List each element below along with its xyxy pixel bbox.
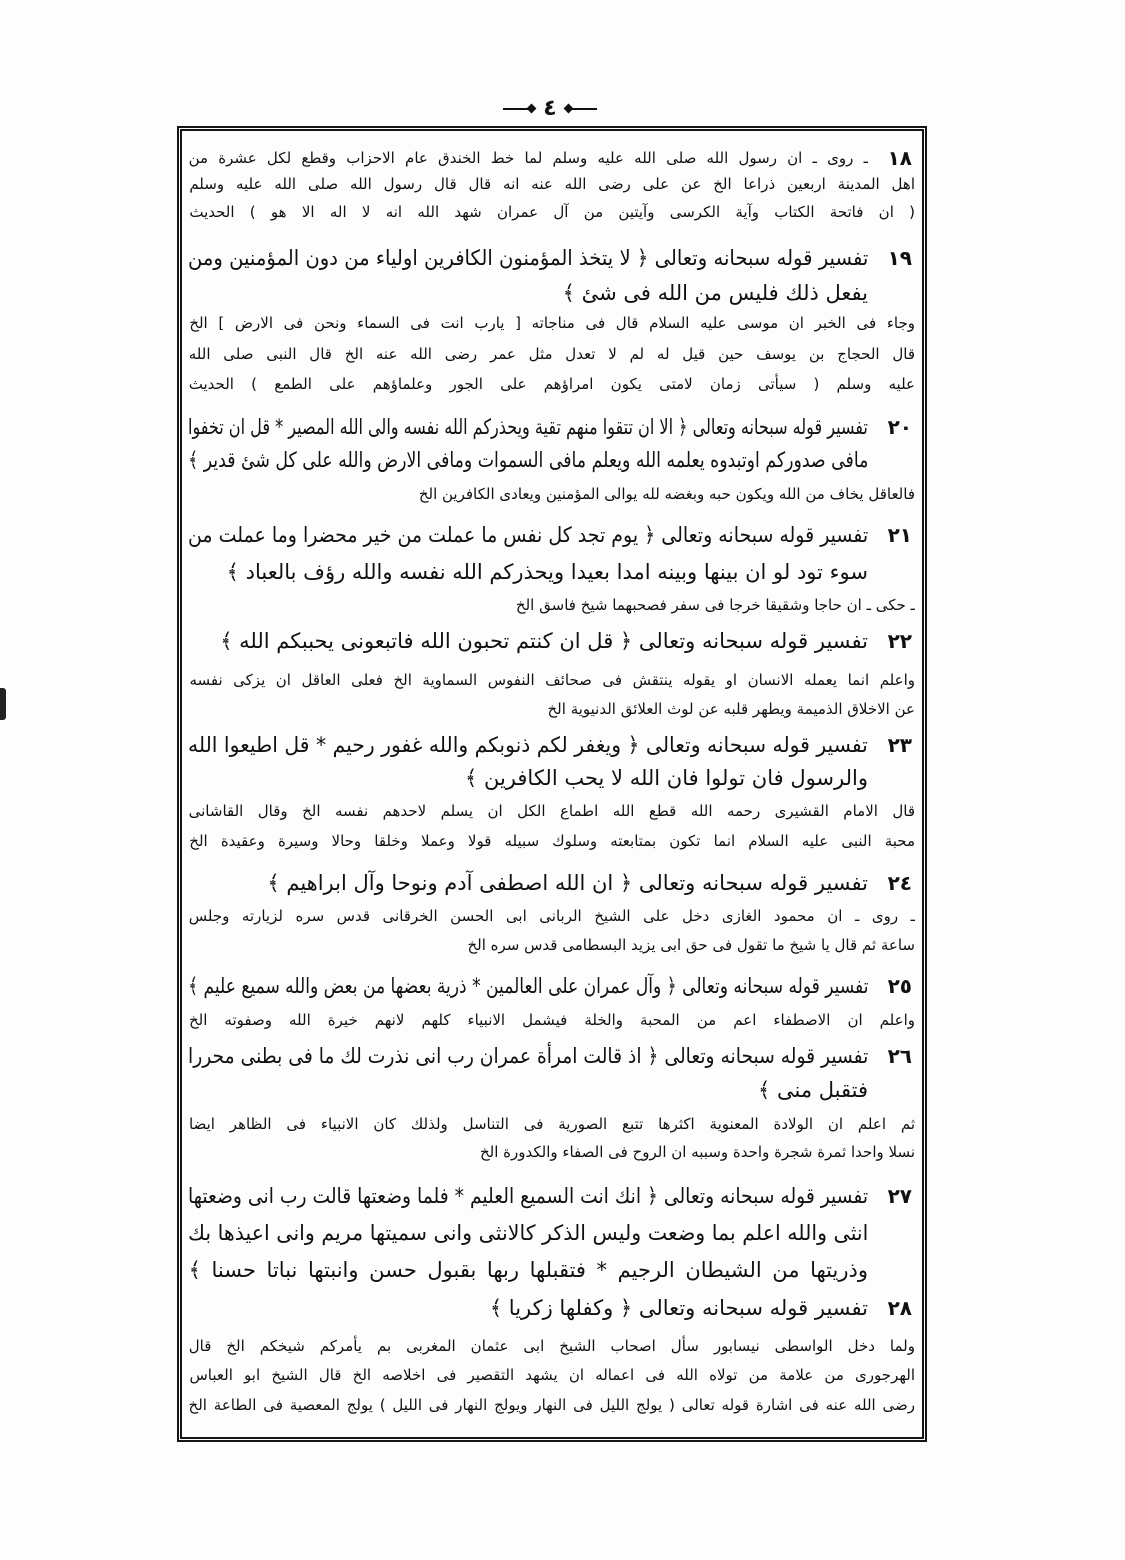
note-line: [188, 145, 868, 171]
verse-line: [188, 410, 868, 444]
entry-number: ٢٨: [887, 1296, 912, 1320]
entry-number: ٢٣: [887, 733, 912, 757]
verse-text: تفسير قوله سبحانه وتعالى ﴿ ويغفر لكم ذنوبكم والله غفور رحيم * قل اطيعوا الله: [188, 733, 868, 757]
verse-line: [188, 443, 868, 477]
note-line: [188, 592, 915, 618]
note-text: عن الاخلاق الذميمة ويطهر قلبه عن لوث العلائق الدنيوية الخ: [547, 700, 915, 718]
note-text: ساعة ثم قال يا شيخ ما تقول فى حق ابى يزيد البسطامى قدس سره الخ: [467, 936, 915, 954]
note-line: [188, 1333, 915, 1359]
ornament-left: [503, 103, 537, 115]
note-line: [188, 341, 915, 367]
note-line: [188, 828, 915, 854]
note-text: محبة النبى عليه السلام انما تكون بمتابعته وسلوك سبيله قولا وعملا وخلقا وحالا وسيرة وعقيدة الخ: [189, 832, 915, 850]
verse-line: [188, 969, 868, 1003]
note-line: [188, 696, 915, 722]
note-line: [188, 1139, 915, 1165]
entry-number: ٢٢: [887, 629, 912, 653]
note-text: نسلا واحدا ثمرة شجرة واحدة وسببه ان الروح فى الصفاء والكدورة الخ: [479, 1143, 915, 1161]
note-text: وجاء فى الخبر ان موسى عليه السلام قال فى مناجاته [ يارب انت فى السماء ونحن فى الارض ] الخ: [189, 314, 915, 332]
note-text: ( ان فاتحة الكتاب وآية الكرسى وآيتين من آل عمران شهد الله انه لا اله الا هو ) الحديث: [189, 203, 915, 221]
note-text: اهل المدينة اربعين ذراعا الخ عن على رضى الله عنه انه قال قال رسول الله صلى الله عليه وسلم: [189, 175, 915, 193]
verse-text: سوء تود لو ان بينها وبينه امدا بعيدا ويحذركم الله نفسه والله رؤف بالعباد ﴾: [226, 560, 868, 584]
note-line: [188, 903, 915, 929]
note-line: [188, 171, 915, 197]
entry-number: ٢٧: [887, 1184, 912, 1208]
verse-text: تفسير قوله سبحانه وتعالى ﴿ ان الله اصطفى آدم ونوحا وآل ابراهيم ﴾: [267, 871, 868, 895]
note-text: ـ حكى ـ ان حاجا وشقيقا خرجا فى سفر فصحبهما شيخ فاسق الخ: [515, 596, 915, 614]
note-line: [188, 1392, 915, 1418]
note-text: فالعاقل يخاف من الله ويكون حبه وبغضه لله يوالى المؤمنين ويعادى الكافرين الخ: [418, 485, 915, 503]
note-line: [188, 199, 915, 225]
note-line: [188, 481, 915, 507]
entry-number: ٢٦: [887, 1044, 912, 1068]
note-line: [188, 310, 915, 336]
note-text: عليه وسلم ( سيأتى زمان لامتى يكون امراؤهم على الجور وعلماؤهم على الطمع ) الحديث: [188, 375, 915, 393]
verse-text: يفعل ذلك فليس من الله فى شئ ﴾: [562, 281, 868, 305]
verse-text: فتقبل منى ﴾: [758, 1078, 868, 1102]
note-text: رضى الله عنه فى اشارة قوله تعالى ( يولج الليل فى النهار ويولج النهار فى الليل ) يولج المعصية فى الطاعة الخ: [188, 1396, 915, 1414]
scan-mark: [0, 688, 6, 720]
verse-text: تفسير قوله سبحانه وتعالى ﴿ وآل عمران على العالمين * ذرية بعضها من بعض والله سميع عليم ﴾: [188, 974, 868, 998]
verse-line: [188, 1216, 868, 1250]
note-line: [188, 667, 915, 693]
verse-line: [188, 518, 868, 552]
entry-number: ٢١: [887, 523, 912, 547]
verse-line: [188, 624, 868, 658]
entry-number: ١٩: [887, 246, 912, 270]
note-text: ثم اعلم ان الولادة المعنوية اكثرها تتبع الصورية فى التناسل ولذلك كان الانبياء فى الظاهر ايضا: [189, 1115, 915, 1133]
verse-line: [188, 1039, 868, 1073]
note-text: الهرجورى من علامة من تولاه الله فى اعماله ان يشهد التقصير فى اخلاصه الخ قال الشيخ ابو العباس: [189, 1366, 915, 1384]
note-text: قال الحجاج بن يوسف حين قيل له لم لا تعدل مثل عمر رضى الله عنه الخ قال النبى صلى الله: [188, 345, 915, 363]
note-line: [188, 1362, 915, 1388]
note-text: ـ روى ـ ان محمود الغازى دخل على الشيخ الربانى ابى الحسن الخرقانى قدس سره لزيارته وجلس: [188, 907, 915, 925]
verse-text: تفسير قوله سبحانه وتعالى ﴿ الا ان تتقوا منهم تقية ويحذركم الله نفسه والى الله المصير * قل ان تخفوا: [188, 415, 868, 439]
verse-text: والرسول فان تولوا فان الله لا يحب الكافرين ﴾: [465, 766, 868, 790]
note-line: [188, 1007, 915, 1033]
verse-text: مافى صدوركم اوتبدوه يعلمه الله ويعلم مافى السموات ومافى الارض والله على كل شئ قدير ﴾: [188, 448, 868, 472]
entry-number: ٢٠: [887, 415, 912, 439]
page-header: [488, 94, 612, 124]
verse-line: [188, 866, 868, 900]
note-text: واعلم انما يعمله الانسان او يقوله ينتقش فى صحائف النفوس السماوية الخ فعلى العاقل ان يزكى نفسه: [189, 671, 915, 689]
note-text: ولما دخل الواسطى نيسابور سأل اصحاب الشيخ ابى عثمان المغربى بم يأمركم شيخكم الخ قال: [188, 1337, 915, 1355]
verse-text: تفسير قوله سبحانه وتعالى ﴿ انك انت السميع العليم * فلما وضعتها قالت رب انى وضعتها: [188, 1184, 868, 1208]
verse-line: [188, 241, 868, 275]
verse-line: [188, 761, 868, 795]
note-text: ـ روى ـ ان رسول الله صلى الله عليه وسلم لما خط الخندق عام الاحزاب وقطع لكل عشرة من: [188, 149, 868, 167]
verse-line: [188, 1179, 868, 1213]
note-text: قال الامام القشيرى رحمه الله قطع الله اطماع الكل ان يسلم لاحدهم نفسه الخ وقال القاشانى: [188, 802, 915, 820]
note-line: [188, 798, 915, 824]
verse-text: تفسير قوله سبحانه وتعالى ﴿ وكفلها زكريا ﴾: [489, 1296, 868, 1320]
entry-number: ٢٥: [887, 974, 912, 998]
verse-text: وذريتها من الشيطان الرجيم * فتقبلها ربها بقبول حسن وانبتها نباتا حسنا ﴾: [188, 1258, 868, 1282]
entry-number: ٢٤: [887, 871, 912, 895]
note-line: [188, 371, 915, 397]
verse-line: [188, 555, 868, 589]
page-number: ٤: [543, 96, 557, 121]
verse-text: تفسير قوله سبحانه وتعالى ﴿ يوم تجد كل نفس ما عملت من خير محضرا وما عملت من: [188, 523, 868, 547]
verse-text: انثى والله اعلم بما وضعت وليس الذكر كالانثى وانى سميتها مريم وانى اعيذها بك: [188, 1221, 868, 1245]
verse-text: تفسير قوله سبحانه وتعالى ﴿ قل ان كنتم تحبون الله فاتبعونى يحببكم الله ﴾: [220, 629, 868, 653]
ornament-right: [563, 103, 597, 115]
verse-line: [188, 276, 868, 310]
verse-line: [188, 1073, 868, 1107]
verse-text: تفسير قوله سبحانه وتعالى ﴿ اذ قالت امرأة عمران رب انى نذرت لك ما فى بطنى محررا: [188, 1044, 868, 1068]
entry-number: ١٨: [887, 146, 912, 170]
verse-text: تفسير قوله سبحانه وتعالى ﴿ لا يتخذ المؤمنون الكافرين اولياء من دون المؤمنين ومن: [188, 246, 868, 270]
note-line: [188, 932, 915, 958]
verse-line: [188, 728, 868, 762]
note-line: [188, 1111, 915, 1137]
verse-line: [188, 1291, 868, 1325]
note-text: واعلم ان الاصطفاء اعم من المحبة والخلة فيشمل الانبياء كلهم لانهم خيرة الله وصفوته الخ: [188, 1011, 915, 1029]
verse-line: [188, 1253, 868, 1287]
